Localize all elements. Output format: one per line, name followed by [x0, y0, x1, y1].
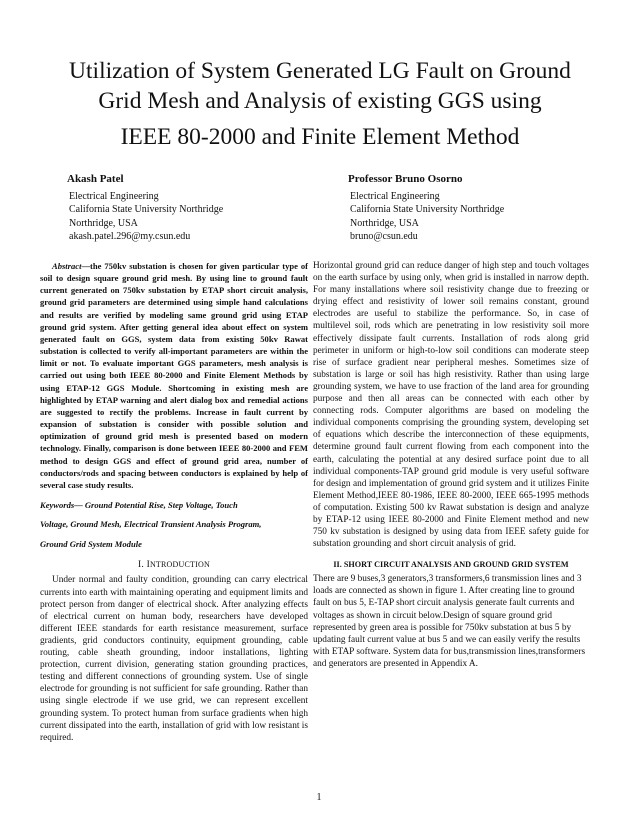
page-number: 1 [316, 792, 322, 803]
department: Electrical Engineering [69, 191, 159, 203]
author-name: Professor Bruno Osorno [348, 173, 463, 185]
university: California State University Northridge [350, 204, 505, 216]
paragraph: Horizontal ground grid can reduce danger of high step and touch voltages on the earth surface by using only, when grid is installed in narrow depth. For many installations where soil resistivity change due to freezing or drying effect and resistivity of lower soil remains constant, ground electrodes are useful to stabilize the performance. So, in case of multilevel soil, rods which are penetrating in low resistivity soil more effectively dissipate fault currents. Installation of rods along grid perimeter in uniform or high-to-low soil conditions can moderate steep rise of surface gradient near peripheral meshes. Sometimes size of substation is large or soil has high resistivity. Rather than using large grounding system, we have to use fraction of the land area for grounding purpose and then all areas can be connected with each other by connecting rods. Computer algorithms are based on modeling the individual components comprising the grounding system, developing set of equations which describe the interconnection of these equipments, determine ground fault current flowing from each component into the earth, calculating the potential at any desired surface point due to all individual components-TAP ground grid module is very useful software for design and implementation of ground grid system and it utilizes Finite Element Method,IEEE 80-1986, IEEE 80-2000, IEEE 665-1995 methods of computation. Existing 500 kv Rawat substation is design and analyze by ETAP-12 using IEEE 80-2000 and Finite Element method and new 750 kv substation is designed by using data from IEEE safety guide for substation grounding and short circuit analysis of grid. [313, 261, 589, 550]
author-email: bruno@csun.edu [350, 230, 418, 242]
paper-title [44, 56, 596, 152]
abstract [40, 260, 308, 491]
keywords-line: Keywords— Ground Potential Rise, Step Voltage, Touch [40, 499, 238, 510]
title-line: Grid Mesh and Analysis of existing GGS using [98, 88, 542, 114]
section-heading-introduction [40, 560, 308, 570]
right-column [313, 260, 589, 670]
author-affiliation [67, 190, 223, 243]
author-name: Akash Patel [67, 173, 124, 185]
location: Northridge, USA [350, 217, 419, 229]
section-heading-short-circuit: II. SHORT CIRCUIT ANALYSIS AND GROUND GRID SYSTEM [333, 560, 569, 570]
university: California State University Northridge [69, 204, 224, 216]
section-numeral: I. [138, 560, 144, 571]
abstract-text: —the 750kv substation is chosen for given particular type of soil to design square ground grid mesh. By using line to ground fault current generated on 750kv substation by ETAP short circuit analysis, ground grid parameters are determined using simple hand calculations and results are verified by modeling same ground grid using ETAP ground grid system. After getting general idea about effect on system generated fault on GGS, system data from existing 50kv Rawat substation is collected to verify all-important parameters are within the limit or not. To evaluate important GGS parameters, mesh analysis is carried out using both IEEE 80-2000 and Finite Element Methods by using ETAP-12 GGS Module. Shortcoming in existing mesh are highlighted by ETAP warning and alert dialog box and remedial actions are suggested to rectify the problems. Increase in fault current by expansion of substation is consider with possible solution and optimization of ground grid mesh is presented based on modern technology. Finally, comparison is done between IEEE 80-2000 and FEM method to design GGS and effect of ground grid area, number of conductors/rods and spacing between conductors is explained by help of several case study results. [40, 261, 308, 490]
title-line: Utilization of System Generated LG Fault on Ground [69, 58, 571, 84]
introduction-text: Under normal and faulty condition, grounding can carry electrical currents into earth with maintaining operating and equipment limits and protect person from danger of electrical shock. After analyzing effects of electrical current on human body, researchers have developed different IEEE standards for earth resistance measurement, surface gradients, grid conductors continuity, equipment grounding, cable routing, cable sheath grounding, indoor installations, lighting protection, current division, generating station grounding practices, testing and different connections of grounding system. Use of single electrode for grounding is not sufficient for safe grounding. Rather than using single electrode if we use grid, we can represent excellent grounding system. To protect human from surface gradients when high current dissipated into the earth, installation of grid with low resistant is required. [40, 575, 308, 743]
title-line: IEEE 80-2000 and Finite Element Method [120, 124, 520, 150]
author-block [348, 173, 504, 243]
section-title-rest: NTRODUCTION [149, 560, 210, 570]
department: Electrical Engineering [350, 191, 440, 203]
left-column [40, 260, 308, 744]
abstract-lead: Abstract [52, 261, 82, 271]
paragraph: There are 9 buses,3 generators,3 transformers,6 transmission lines and 3 loads are connected as shown in figure 1. After creating line to ground fault on bus 5, E-TAP short circuit analysis generate fault currents and voltages as shown in circuit below.Design of square ground grid represented by green area is possible for 750kv substation at bus 5 by updating fault current value at bus 5 and we can easily verify the results with ETAP software. System data for bus,transmission lines,transformers and generators are presented in Appendix A. [313, 574, 586, 669]
author-block [67, 173, 223, 243]
location: Northridge, USA [69, 217, 138, 229]
keywords-line: Ground Grid System Module [40, 538, 142, 549]
author-affiliation [348, 190, 504, 243]
keywords-line: Voltage, Ground Mesh, Electrical Transient Analysis Program, [40, 519, 262, 530]
author-email: akash.patel.296@my.csun.edu [69, 230, 191, 242]
section-title-cap: I [146, 560, 150, 571]
keywords [40, 496, 308, 555]
